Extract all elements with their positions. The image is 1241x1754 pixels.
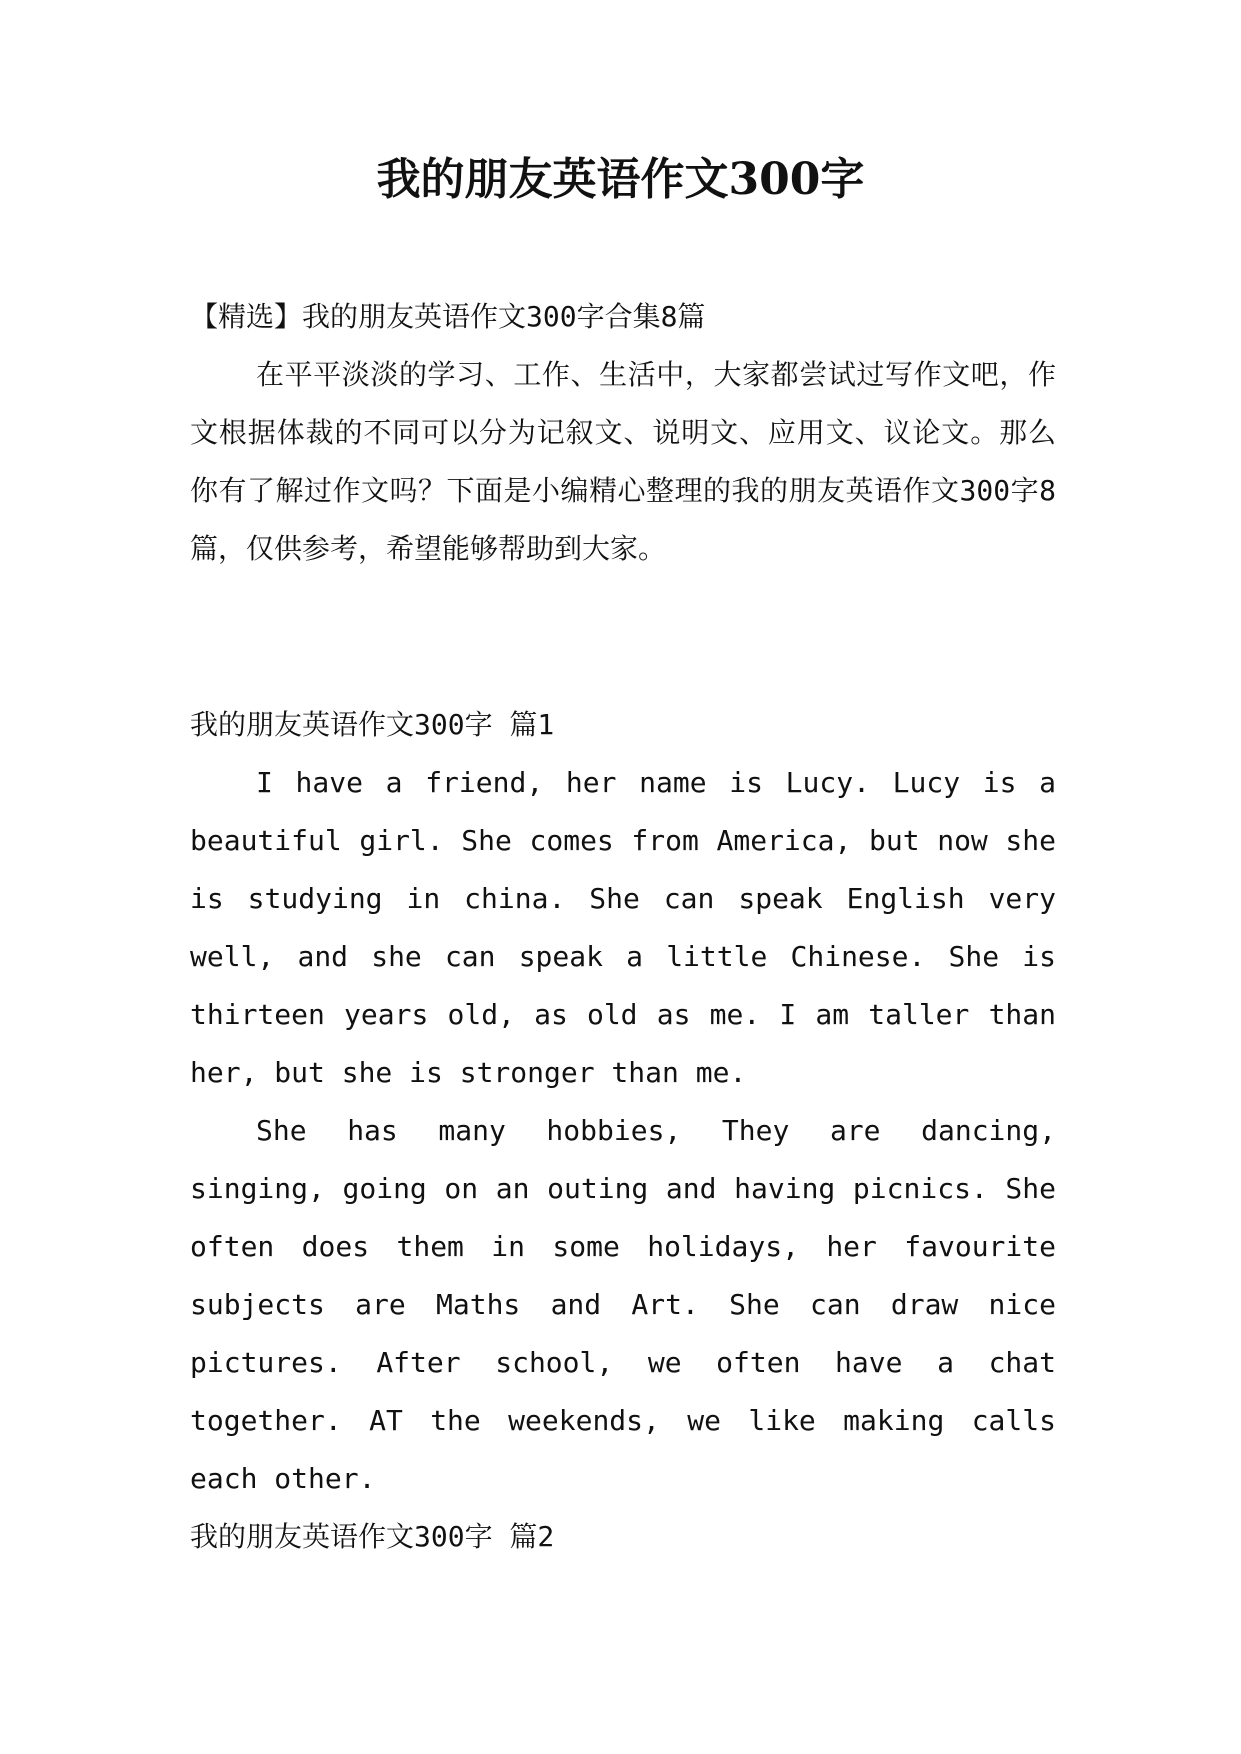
- body-paragraph: She has many hobbies, They are dancing, singing, going on an outing and having picnics. She often does them in some holidays, her favourite subjects are Maths and Art. She can draw nice pictures. After school, we often have a chat together. AT the weekends, we like making calls each other.: [190, 1114, 1056, 1495]
- intro-paragraph: 在平平淡淡的学习、工作、生活中，大家都尝试过写作文吧，作文根据体裁的不同可以分为记叙文、说明文、应用文、议论文。那么你有了解过作文吗？下面是小编精心整理的我的朋友英语作文300字8篇，仅供参考，希望能够帮助到大家。: [190, 358, 1056, 565]
- document-subtitle: 【精选】我的朋友英语作文300字合集8篇: [190, 300, 706, 333]
- document-title: 我的朋友英语作文300字: [376, 154, 865, 205]
- section-heading: 我的朋友英语作文300字 篇2: [190, 1520, 555, 1553]
- body-paragraph: I have a friend, her name is Lucy. Lucy is a beautiful girl. She comes from America, but now she is studying in china. She can speak English very well, and she can speak a little Chinese. She is thirteen years old, as old as me. I am taller than her, but she is stronger than me.: [190, 766, 1056, 1089]
- section-heading: 我的朋友英语作文300字 篇1: [190, 708, 555, 741]
